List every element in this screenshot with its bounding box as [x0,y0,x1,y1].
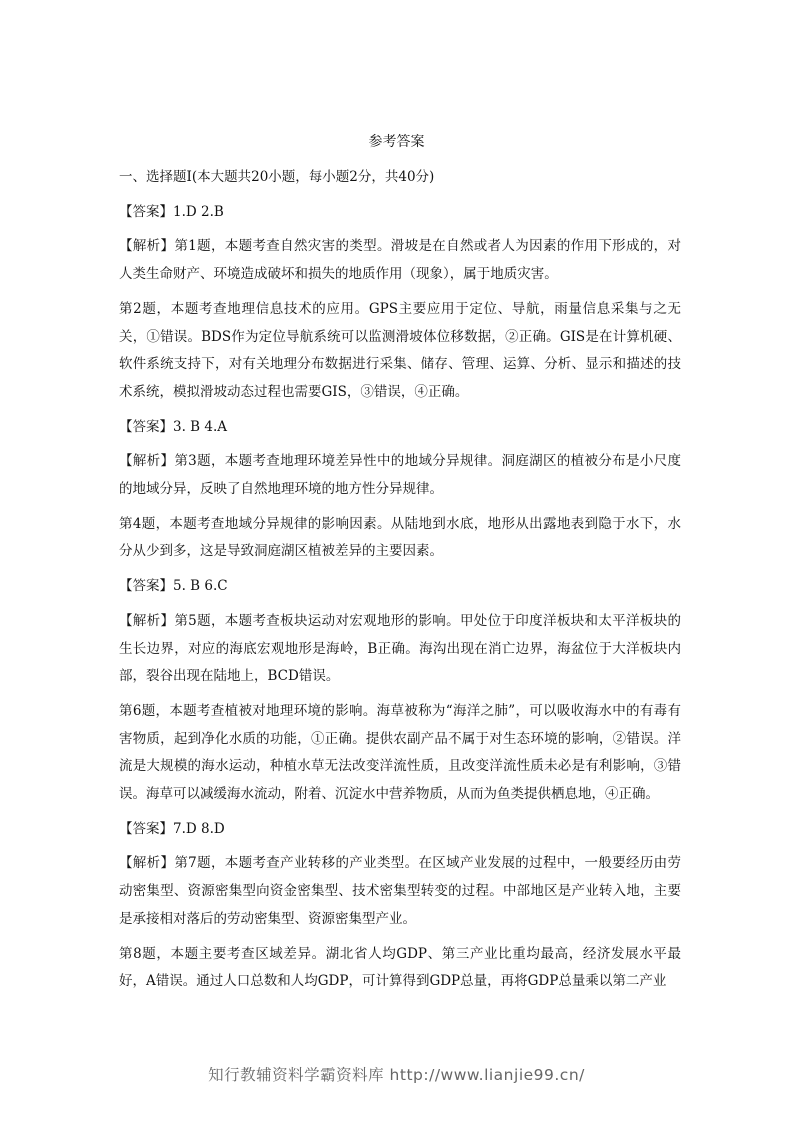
paragraph-text: 3. B 4.A [173,418,228,435]
answer-paragraph [119,296,681,407]
section-heading: 一、选择题Ⅰ(本大题共20小题，每小题2分，共40分) [119,169,435,185]
paragraph-text: 第6题，本题考查植被对地理环境的影响。海草被称为“海洋之肺”，可以吸收海水中的有毒有害物质，起到净化水质的功能，①正确。提供农副产品不属于对生态环境的影响，②错误。洋流是大规模的海水运动，种植水草无法改变洋流性质，且改变洋流性质未必是有利影响，③错误。海草可以减缓海水流动，附着、沉淀水中营养物质，从而为鱼类提供栖息地，④正确。 [119,702,681,803]
answer-paragraph [119,608,681,691]
answer-paragraph [119,941,681,996]
paragraph-text: 第7题，本题考查产业转移的产业类型。在区域产业发展的过程中，一般要经历由劳动密集型、资源密集型向资金密集型、技术密集型转变的过程。中部地区是产业转入地，主要是承接相对落后的劳动密集型、资源密集型产业。 [119,855,681,927]
page-title: 参考答案 [368,134,425,150]
answer-paragraph [119,199,681,227]
paragraph-text: 第2题，本题考查地理信息技术的应用。GPS主要应用于定位、导航，雨量信息采集与之无关，①错误。BDS作为定位导航系统可以监测滑坡体位移数据，②正确。GIS是在计算机硬、软件系统支持下，对有关地理分布数据进行采集、储存、管理、运算、分析、显示和描述的技术系统，模拟滑坡动态过程也需要GIS，③错误，④正确。 [119,300,681,400]
answer-paragraph [119,850,681,933]
paragraph-tag: 【解析】 [119,238,175,255]
paragraph-text: 第8题，本题主要考查区域差异。湖北省人均GDP、第三产业比重均最高，经济发展水平最好，A错误。通过人口总数和人均GDP，可计算得到GDP总量，再将GDP总量乘以第二产业 [119,945,681,990]
answer-paragraph [119,511,681,566]
paragraph-text: 5. B 6.C [173,578,228,595]
paragraph-list [119,199,681,996]
answer-paragraph [119,698,681,809]
answer-content [119,164,681,1003]
paragraph-tag: 【答案】 [119,578,173,595]
answer-paragraph [119,233,681,288]
paragraph-text: 第5题，本题考查板块运动对宏观地形的影响。甲处位于印度洋板块和太平洋板块的生长边界，对应的海底宏观地形是海岭，B正确。海沟出现在消亡边界，海盆位于大洋板块内部，裂谷出现在陆地上，BCD错误。 [119,612,681,685]
paragraph-tag: 【答案】 [119,820,173,837]
paragraph-tag: 【解析】 [119,855,175,872]
paragraph-text: 7.D 8.D [173,820,225,837]
paragraph-text: 第4题，本题考查地域分异规律的影响因素。从陆地到水底，地形从出露地表到隐于水下，水分从少到多，这是导致洞庭湖区植被差异的主要因素。 [119,515,681,560]
answer-paragraph [119,816,681,844]
answer-paragraph [119,448,681,503]
footer-watermark: 知行教辅资料学霸资料库 http://www.lianjie99.cn/ [208,1066,585,1084]
paragraph-text: 第3题，本题考查地理环境差异性中的地域分异规律。洞庭湖区的植被分布是小尺度的地域分异，反映了自然地理环境的地方性分异规律。 [119,453,681,498]
paragraph-tag: 【解析】 [119,453,175,470]
paragraph-text: 第1题，本题考查自然灾害的类型。滑坡是在自然或者人为因素的作用下形成的，对人类生命财产、环境造成破坏和损失的地质作用（现象），属于地质灾害。 [119,238,681,283]
paragraph-tag: 【解析】 [119,612,175,629]
paragraph-text: 1.D 2.B [173,203,224,220]
paragraph-tag: 【答案】 [119,418,173,435]
paragraph-tag: 【答案】 [119,203,173,220]
answer-paragraph [119,573,681,601]
answer-paragraph [119,414,681,442]
